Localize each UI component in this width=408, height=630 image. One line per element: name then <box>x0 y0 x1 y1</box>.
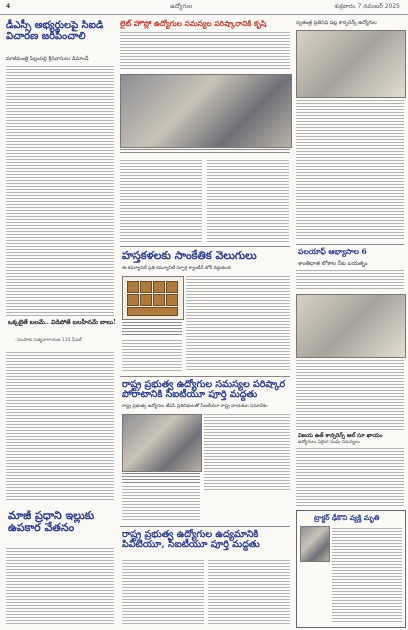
pulse-photo <box>296 294 406 358</box>
section-divider-mid <box>120 376 290 377</box>
meeting-photo <box>120 74 292 148</box>
top-banner-headline: లైట్ హౌస్లో ఉద్యోగుల సమస్యల పరిష్కారానికి కృషి <box>120 19 267 28</box>
left-quote-headline: ఒక్కటైతే బలమే.. విడిపోతే బలహీనమే బాబు! <box>8 319 116 326</box>
left-quote-subline: - సలపాకు సత్యనారాయణ 115 సీఎల్ <box>14 338 82 343</box>
top-banner-intro <box>120 32 290 70</box>
issue-date: శుక్రవారం 7 నవంబర్ 2025 <box>334 3 400 10</box>
page-number: 4 <box>6 3 11 10</box>
left-bottom-body <box>6 548 114 626</box>
right-top-photo <box>296 30 406 98</box>
crafts-body-left <box>122 340 182 372</box>
paper-name: ఉద్యోగుల <box>170 3 193 10</box>
pulse-body <box>296 360 404 430</box>
crafts-body <box>186 276 290 372</box>
mid-photo-caption <box>122 473 200 483</box>
tractor-photo <box>300 526 330 562</box>
left-bottom-headline: మాజీ ప్రధాని ఇల్లుకు ఉపకార వేతనం <box>8 509 95 535</box>
section-divider-crafts <box>120 246 290 247</box>
left-mid-body <box>6 352 114 502</box>
pulse-intro <box>296 270 404 290</box>
section-divider-right <box>296 244 404 245</box>
center-top-body-2 <box>207 160 289 242</box>
meeting-photo-caption <box>120 149 290 155</box>
masthead <box>0 0 408 15</box>
bottom-mid-body-2 <box>208 560 290 626</box>
right-small-subheadline: ఉద్యోగులు ఏదైనా సంఘ సమస్యలు <box>298 440 360 445</box>
crafts-subheadline: ఈ కమ్యూనిటీ ప్రతి కమ్యూనిటీ స్ఫూర్తి క్యాంటీన్ బోర్ దిద్దుకుంది <box>122 266 231 271</box>
left-top-subheadline: మాజీమంత్రి పిల్లంపల్లి శ్రీనివాసులు డిమాండ్ <box>6 56 89 62</box>
mid-subheadline: రాష్ట్ర ప్రభుత్వ ఉద్యోగుల జేఏసీ ప్రతినిధులతో సీఐటీయూ రాష్ట్ర నాయకుల సమావేశం <box>122 404 268 409</box>
right-small-body <box>296 448 404 506</box>
pulse-subheadline: శాంతిధాత లోకాల నీట బయత్నం <box>298 261 368 267</box>
section-divider-bottom <box>120 526 290 527</box>
left-top-headline: డీఎస్సీ అభ్యర్థులపై సిఐడి విచారణ జరిపించాలి <box>6 20 104 42</box>
bottom-mid-body-1 <box>122 560 204 626</box>
mid-photo <box>122 414 202 472</box>
left-top-body <box>6 66 114 316</box>
right-small-headline: విజయ ఉత్ కాన్సరెన్స్ ఆల్ సూ ఖాయం <box>298 433 383 439</box>
mid-headline: రాష్ట్ర ప్రభుత్వ ఉద్యోగుల సమస్యల పరిష్కార పోరాటానికి సిఐటీయూ పూర్తి మద్దతు <box>122 379 286 401</box>
tractor-headline: ట్రాక్టర్ ఢీకొని వ్యక్తి మృతి <box>314 513 380 522</box>
right-top-headline: స్వతంత్ర ప్రతినిధి పట్ల కాన్ఫరెన్స్ ఉద్యోగుల <box>296 20 377 26</box>
center-top-body-1 <box>120 160 202 242</box>
crafts-photo-caption <box>122 322 182 336</box>
right-top-body <box>296 100 404 240</box>
mid-body-right <box>204 414 290 492</box>
pulse-headline: పలయాఫ్ ఆభ్యాసాల 6 <box>298 247 367 256</box>
crafts-headline: హస్తకళలకు సాంకేతిక వెలుగులు <box>122 249 257 262</box>
mid-body-left <box>122 486 200 522</box>
bottom-mid-headline: రాష్ట్ర ప్రభుత్వ ఉద్యోగుల ఉద్యమానికి పివిటియూ, సిఐటీయూ పూర్తి మద్దతు <box>122 529 260 551</box>
tractor-body <box>332 528 402 622</box>
crafts-photo <box>122 276 184 320</box>
